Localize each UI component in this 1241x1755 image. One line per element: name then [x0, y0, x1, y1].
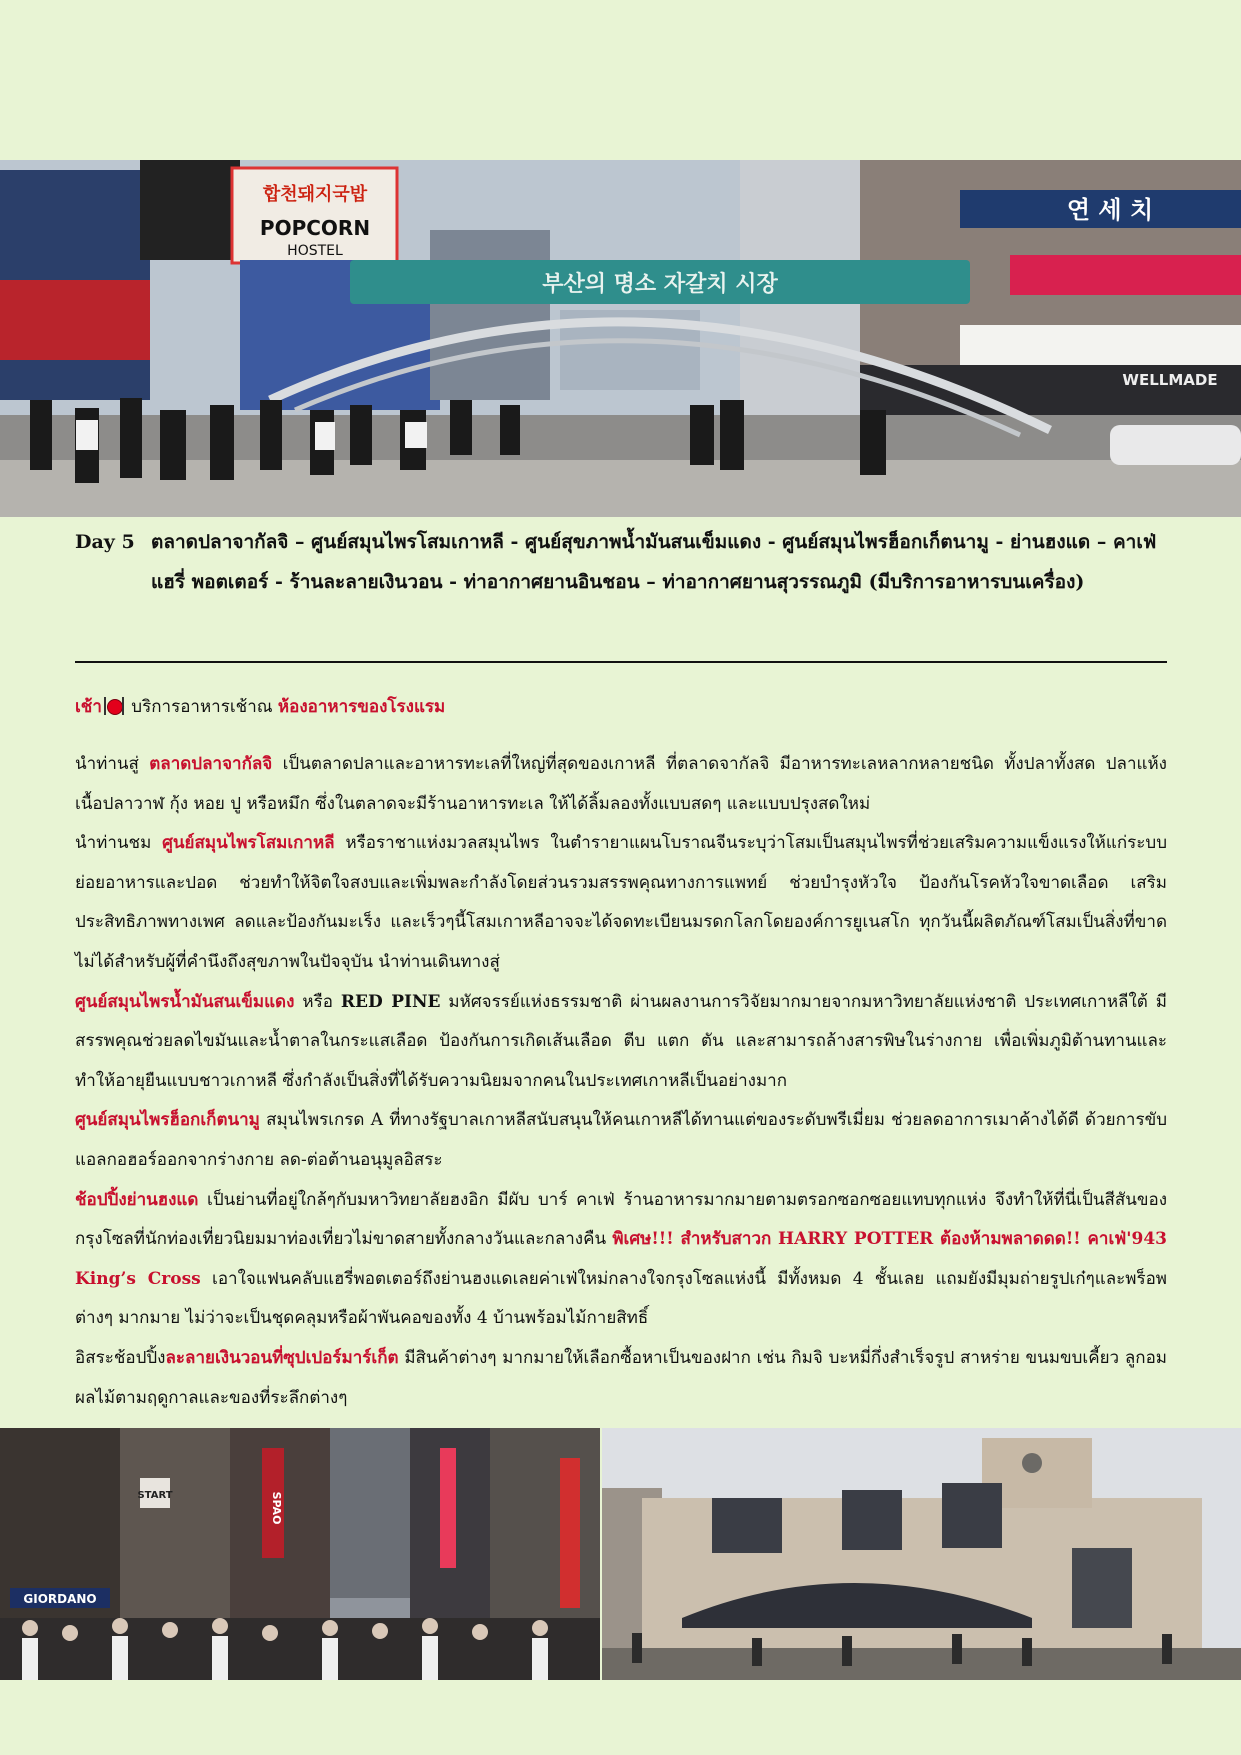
breakfast-text: บริการอาหารเช้าณ [125, 697, 278, 717]
red-pine-bold: RED PINE [340, 991, 441, 1012]
store-sign: WELLMADE [1122, 371, 1218, 389]
sign-start: START [137, 1490, 173, 1501]
pharmacy-sign: 연 세 치 [1066, 196, 1154, 224]
billboard-hostel: HOSTEL [287, 243, 343, 259]
sign-spao: SPAO [270, 1491, 283, 1525]
day-title: ตลาดปลาจากัลจิ – ศูนย์สมุนไพรโสมเกาหลี - ศูนย์สุขภาพน้ำมันสนเข็มแดง - ศูนย์สมุนไพรฮ็อกเก็ตนามู - ย่านฮงแด – คาเฟ่แฮรี่ พอตเตอร์ - ร้านละลายเงินวอน - ท่าอากาศยานอินชอน – ท่าอากาศยานสุวรรณภูมิ (มีบริการอาหารบนเครื่อง) [151, 531, 1157, 593]
breakfast-line [75, 692, 1167, 722]
text-span: หรือ [294, 991, 341, 1012]
billboard-popcorn: POPCORN [259, 216, 371, 240]
paragraph-ginseng [75, 824, 1167, 982]
highlight-hongdae: ช้อปปิ้งย่านฮงแด [75, 1189, 199, 1210]
text-span: นำท่านสู่ [75, 754, 150, 774]
paragraph-hovenia [75, 1101, 1167, 1180]
text-span: หรือราชาแห่งมวลสมุนไพร ในตำรายาแผนโบราณจีนระบุว่าโสมเป็นสมุนไพรที่ช่วยเสริมความแข็งแรงให้แก่ระบบย่อยอาหารและปอด ช่วยทำให้จิตใจสงบและเพิ่มพละกำลังโดยส่วนรวมสรรพคุณทางการแพทย์ ช่วยบำรุงหัวใจ ป้องกันโรคหัวใจขาดเลือด เสริมประสิทธิภาพทางเพศ ลดและป้องกันมะเร็ง และเร็วๆนี้โสมเกาหลีอาจจะได้จดทะเบียนมรดกโลกโดยองค์การยูเนสโก ทุกวันนี้ผลิตภัณฑ์โสมเป็นสิ่งที่ขาดไม่ได้สำหรับผู้ที่คำนึงถึงสุขภาพในปัจจุบัน นำท่านเดินทางสู่ [75, 833, 1167, 972]
text-span: อิสระช้อปปิ้ง [75, 1347, 166, 1368]
highlight-red-pine: ศูนย์สมุนไพรน้ำมันสนเข็มแดง [75, 991, 295, 1012]
header-divider [75, 661, 1167, 663]
paragraph-supermarket [75, 1339, 1167, 1418]
text-span: มีสินค้าต่างๆ มากมายให้เลือกซื้อหาเป็นของฝาก เช่น กิมจิ บะหมี่กึ่งสำเร็จรูป สาหร่าย ขนมขบเคี้ยว ลูกอม ผลไม้ตามฤดูกาลและของที่ระลึกต่างๆ [75, 1347, 1167, 1408]
arch-sign: 부산의 명소 자갈치 시장 [542, 272, 778, 297]
hero-image-jagalchi-market [0, 160, 1241, 517]
highlight-supermarket: ละลายเงินวอนที่ซุปเปอร์มาร์เก็ต [165, 1347, 399, 1368]
photo-cafe-building [602, 1428, 1241, 1680]
dining-plate-icon [104, 696, 124, 716]
text-span: เอาใจแฟนคลับแฮรี่พอตเตอร์ถึงย่านฮงแดเลยค่าเฟ่ใหม่กลางใจกรุงโซลแห่งนี้ มีทั้งหมด 4 ชั้นเลย แถมยังมีมุมถ่ายรูปเก๋ๆและพร็อพต่างๆ มากมาย ไม่ว่าจะเป็นชุดคลุมหรือผ้าพันคอของทั้ง 4 บ้านพร้อมไม้กายสิทธิ์ [75, 1268, 1167, 1329]
highlight-hovenia: ศูนย์สมุนไพรฮ็อกเก็ตนามู [75, 1110, 260, 1131]
paragraph-red-pine [75, 983, 1167, 1102]
sign-giordano: GIORDANO [23, 1592, 97, 1606]
billboard-korean: 합천돼지국밥 [262, 184, 368, 205]
meal-label: เช้า [75, 697, 102, 717]
highlight-harry-potter: พิเศษ!!! สำหรับสาวก HARRY POTTER ต้องห้ามพลาดดด!! คาเฟ่'943 King’s Cross [75, 1229, 1167, 1289]
paragraph-hongdae [75, 1181, 1167, 1339]
highlight-ginseng: ศูนย์สมุนไพรโสมเกาหลี [162, 833, 335, 854]
text-span: มหัศจรรย์แห่งธรรมชาติ ผ่านผลงานการวิจัยมากมายจากมหาวิทยาลัยแห่งชาติ ประเทศเกาหลีใต้ มีสรรพคุณช่วยลดไขมันและน้ำตาลในกระแสเลือด ป้องกันการเกิดเส้นเลือด ตีบ แตก ตัน และสามารถล้างสารพิษในร่างกาย เพื่อเพิ่มภูมิต้านทานและทำให้อายุยืนแบบชาวเกาหลี ซึ่งกำลังเป็นสิ่งที่ได้รับความนิยมจากคนในประเทศเกาหลีเป็นอย่างมาก [75, 991, 1167, 1091]
text-span: สมุนไพรเกรด A ที่ทางรัฐบาลเกาหลีสนับสนุนให้คนเกาหลีได้ทานแต่ของระดับพรีเมี่ยม ช่วยลดอาการเมาค้างได้ดี ด้วยการขับแอลกอฮอร์ออกจากร่างกาย ลด-ต่อต้านอนุมูลอิสระ [75, 1110, 1167, 1170]
text-span: นำท่านชม [75, 833, 163, 854]
itinerary-body [75, 745, 1167, 1418]
text-span: เป็นย่านที่อยู่ใกล้ๆกับมหาวิทยาลัยฮงอิก มีผับ บาร์ คาเฟ่ ร้านอาหารมากมายตามตรอกซอกซอยแทบทุกแห่ง จึงทำให้ที่นี่เป็นสีสันของกรุงโซลที่นักท่องเที่ยวนิยมมาท่องเที่ยวไม่ขาดสายทั้งกลางวันและกลางคืน [75, 1189, 1167, 1250]
paragraph-jagalchi [75, 745, 1167, 824]
day-label: Day 5 [75, 531, 135, 553]
breakfast-place: ห้องอาหารของโรงแรม [277, 697, 446, 717]
highlight-jagalchi: ตลาดปลาจากัลจิ [149, 754, 273, 774]
day-header [75, 522, 1167, 602]
text-span: เป็นตลาดปลาและอาหารทะเลที่ใหญ่ที่สุดของเกาหลี ที่ตลาดจากัลจิ มีอาหารทะเลหลากหลายชนิด ทั้งปลาทั้งสด ปลาแห้ง เนื้อปลาวาฬ กุ้ง หอย ปู หรือหมึก ซึ่งในตลาดจะมีร้านอาหารทะเล ให้ได้ลิ้มลองทั้งแบบสดๆ และแบบปรุงสดใหม่ [75, 754, 1167, 814]
photo-shopping-street [0, 1428, 600, 1680]
